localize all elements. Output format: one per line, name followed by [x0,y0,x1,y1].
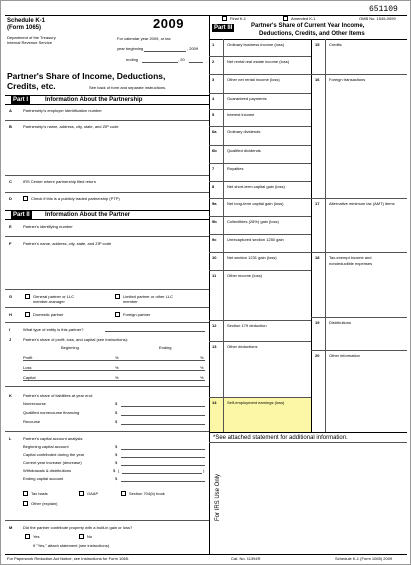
part3-line-num: 1 [212,42,215,47]
form-title: Schedule K-1 [7,18,46,24]
limited-partner-label: Limited partner or other LLC [123,294,174,299]
part3-right-label: Alternative minimum tax (AMT) items [329,201,395,206]
line-f-letter: F [9,241,12,246]
part3-line-label: Other deductions [227,344,258,349]
l-withdraw-label: Withdrawals & distributions [23,468,72,473]
ptp-checkbox[interactable] [23,196,28,201]
line-l-bottom [5,520,209,521]
line-d-letter: D [9,196,12,201]
j-profit-pct-begin: % [115,355,119,360]
entity-type-field[interactable] [105,331,205,332]
tax-basis-label: Tax basis [31,491,48,496]
part3-line-label: Net short-term capital gain (loss) [227,184,285,189]
part3-line-label: Guaranteed payments [227,96,267,101]
omb-number: OMB No. 1545-0099 [359,16,396,21]
l-current-label: Current year increase (decrease) [23,460,82,465]
part3-title-bottom [209,39,407,40]
part3-line-label: Section 179 deduction [227,323,267,328]
part3-right-num-col [325,39,326,432]
part3-line-label: Other income (loss) [227,273,262,278]
j-beginning-header: Beginning [61,345,79,350]
part3-right-rule [311,350,407,351]
other-explain-label: Other (explain) [31,501,58,506]
part3-line-num: 4 [212,96,215,101]
part3-right-num: 19 [315,320,320,325]
part2-label: Part II [13,212,30,218]
bottom-rule [5,554,407,555]
irs-label: Internal Revenue Service [7,40,52,45]
part3-right-num: 16 [315,77,320,82]
k-qualified-dollar: $ [115,410,118,415]
m-no-checkbox[interactable] [79,534,84,539]
j-ending-header: Ending [159,345,172,350]
l-contrib-field[interactable] [121,457,205,458]
j-loss-pct-end: % [200,365,204,370]
part3-line-label: Qualified dividends [227,148,261,153]
gaap-checkbox[interactable] [79,491,84,496]
part3-line-num: 9a [212,201,217,206]
m-yes-checkbox[interactable] [25,534,30,539]
line-m-label: Did the partner contribute property with a built-in gain or loss? [23,525,133,530]
part2-top-rule [5,210,209,211]
main-title-line1: Partner's Share of Income, Deductions, [7,71,166,81]
j-loss-row[interactable] [23,370,205,371]
part3-line-field[interactable] [209,320,311,321]
j-capital-pct-begin: % [115,375,119,380]
line-k-letter: K [9,393,12,398]
ending-year-field[interactable] [189,62,203,63]
year-beginning-label: year beginning [117,46,144,51]
part3-line-num: 7 [212,166,215,171]
part3-line-num: 6b [212,148,217,153]
catalog-number: Cat. No. 11394R [231,556,261,561]
line-f-label: Partner's name, address, city, state, and ZIP code [23,241,112,246]
part3-line-field[interactable] [209,181,311,182]
line-f-bottom [5,289,209,290]
part3-line-label: Ordinary dividends [227,129,261,134]
part3-right-num: 18 [315,255,320,260]
se-num-col [223,397,224,432]
line-l-label: Partner's capital account analysis: [23,436,84,441]
see-back-note: See back of form and separate instructions. [89,85,167,90]
line-e-bottom [5,236,209,237]
part3-line-field[interactable] [209,341,311,342]
part3-line-field[interactable] [209,252,311,253]
part3-line-num: 9b [212,219,217,224]
line-c-letter: C [9,179,12,184]
part3-line-num: 2 [212,59,215,64]
part3-right-label: Tax-exempt income and [329,255,372,260]
part1-top-rule [5,95,209,96]
line-j-bottom [5,386,209,387]
part3-line-label: Net rental real estate income (loss) [227,59,290,64]
part2-title: Information About the Partner [45,212,131,218]
part3-line-label: Other net rental income (loss) [227,77,280,82]
part3-line-num: 6a [212,129,217,134]
line-g-bottom [5,307,209,308]
line-j-letter: J [9,337,12,342]
part3-line-num: 3 [212,77,215,82]
j-profit-pct-end: % [200,355,204,360]
l-ending-label: Ending capital account [23,476,64,481]
part3-line-field[interactable] [209,93,311,94]
calendar-year-label: For calendar year 2009, or tax [117,36,171,41]
part3-right-label: Credits [329,42,342,47]
l-withdraw-paren-close: ) [203,468,205,473]
part3-right-rule [311,74,407,75]
part3-line-num: 8 [212,184,215,189]
line-a-letter: A [9,108,12,113]
j-profit-row[interactable] [23,360,205,361]
part3-line-field[interactable] [209,163,311,164]
domestic-partner-label: Domestic partner [33,312,64,317]
line-m-letter: M [9,525,13,530]
l-begin-field[interactable] [121,449,205,450]
l-ending-field[interactable] [121,481,205,482]
part3-line-num: 11 [212,273,217,278]
part3-line-field[interactable] [209,216,311,217]
part3-line-field[interactable] [209,397,311,398]
form-subtitle: (Form 1065) [7,25,42,31]
line-d-label: Check if this is a publicly traded partnership (PTP) [31,196,120,201]
line-j-label: Partner's share of profit, loss, and capital (see instructions): [23,337,129,342]
line-h-bottom [5,322,209,323]
part3-line-label: Net long-term capital gain (loss) [227,201,284,206]
part3-line-field[interactable] [209,270,311,271]
k-qualified-field[interactable] [121,415,205,416]
part3-right-rule [311,252,407,253]
l-current-dollar: $ [115,460,118,465]
l-begin-dollar: $ [115,444,118,449]
ending-end: , 20 [178,57,185,62]
foreign-partner-checkbox[interactable] [115,312,120,317]
part3-mid-divider [311,39,312,432]
part3-line-label: Interest income [227,112,255,117]
part3-bottom-rule [209,432,407,433]
part3-line-num: 13 [212,344,217,349]
line-b-bottom [5,175,209,176]
l-current-field[interactable] [121,465,205,466]
k-recourse-field[interactable] [121,424,205,425]
other-explain-checkbox[interactable] [23,501,28,506]
l-withdraw-dollar: $ [113,468,116,473]
line-b-label: Partnership's name, address, city, state, and ZIP code [23,124,119,129]
general-partner-checkbox[interactable] [25,294,30,299]
l-contrib-dollar: $ [115,452,118,457]
ending-label: ending [126,57,139,62]
m-no-label: No [87,534,93,539]
j-capital-pct-end: % [200,375,204,380]
part3-line-field[interactable] [209,74,311,75]
paperwork-notice: For Paperwork Reduction Act Notice, see Instructions for Form 1065. [7,556,130,561]
j-capital-row[interactable] [23,380,205,381]
form-reference: Schedule K-1 (Form 1065) 2009 [335,556,393,561]
part3-title2: Deductions, Credits, and Other Items [259,31,365,37]
l-ending-dollar: $ [115,476,118,481]
line-a-bottom [5,120,209,121]
part3-right-num: 20 [315,353,320,358]
part3-line-field[interactable] [209,109,311,110]
attached-statement: *See attached statement for additional information. [213,435,348,441]
line-k-bottom [5,431,209,432]
part1-label: Part I [13,97,29,103]
section-704b-label: Section 704(b) book [129,491,165,496]
j-capital-label: Capital [23,375,36,380]
part3-line-label: Collectibles (28%) gain (loss) [227,219,279,224]
part3-line-num: 10 [212,255,217,260]
part1-title-bottom [5,104,209,105]
reference-number: 651109 [369,5,398,14]
limited-partner-label2: member [123,299,138,304]
general-partner-label: General partner or LLC [33,294,75,299]
general-partner-label2: member-manager [33,299,65,304]
part3-line-num: 14 [212,400,217,405]
line-e-label: Partner's identifying number [23,224,73,229]
part3-line-field[interactable] [209,126,311,127]
part3-right-label: Distributions [329,320,352,325]
line-a-label: Partnership's employer identification number [23,108,102,113]
year-beginning-field[interactable] [144,51,186,52]
line-l-letter: L [9,436,12,441]
tax-basis-checkbox[interactable] [23,491,28,496]
l-withdraw-paren-open: ( [118,468,120,473]
line-c-bottom [5,192,209,193]
part3-line-field[interactable] [209,198,311,199]
ending-field[interactable] [142,62,178,63]
k-nonrecourse-field[interactable] [121,406,205,407]
part3-right-rule [311,198,407,199]
part3-right-label: Other information [329,353,360,358]
l-withdraw-field[interactable] [122,473,202,474]
j-loss-label: Loss [23,365,32,370]
final-k1-label: Final K-1 [230,16,247,21]
line-k-label: Partner's share of liabilities at year end: [23,393,93,398]
irs-use-only: For IRS Use Only [215,473,221,521]
part3-right-label: nondeductible expenses [329,261,373,266]
part3-title1: Partner's Share of Current Year Income, [251,23,365,29]
part3-right-rule [311,317,407,318]
amended-k1-label: Amended K-1 [291,16,316,21]
m-yes-label: Yes [33,534,40,539]
k-recourse-label: Recourse [23,419,41,424]
line-b-letter: B [9,124,12,129]
part3-line-num: 5 [212,112,215,117]
j-profit-label: Profit [23,355,33,360]
section-704b-checkbox[interactable] [121,491,126,496]
department: Department of the Treasury [7,35,56,40]
m-note: If "Yes," attach statement (see instructions) [33,543,110,548]
part3-line-field[interactable] [209,145,311,146]
part1-title: Information About the Partnership [45,97,143,103]
k-nonrecourse-label: Nonrecourse [23,401,46,406]
part3-line-num: 9c [212,237,217,242]
limited-partner-checkbox[interactable] [115,294,120,299]
l-begin-label: Beginning capital account [23,444,69,449]
main-title-line2: Credits, etc. [7,81,56,91]
part3-line-label: Self-employment earnings (loss) [227,400,285,405]
part3-right-label: Foreign transactions [329,77,366,82]
part3-line-num: 12 [212,323,217,328]
k-recourse-dollar: $ [115,419,118,424]
part3-line-label: Net section 1231 gain (loss) [227,255,277,260]
part3-right-num: 15 [315,42,320,47]
top-rule [5,15,407,16]
center-divider [209,15,210,554]
line-i-letter: I [9,327,11,332]
line-i-label: What type of entity is this partner? [23,327,84,332]
part3-line-label: Ordinary business income (loss) [227,42,285,47]
j-loss-pct-begin: % [115,365,119,370]
part2-title-bottom [5,219,209,220]
part3-right-num: 17 [315,201,320,206]
year-beginning-end: , 2009 [187,46,199,51]
line-g-letter: G [9,294,13,299]
line-e-letter: E [9,224,12,229]
gaap-label: GAAP [87,491,99,496]
part3-label: Part III [214,25,233,31]
part3-line-field[interactable] [209,234,311,235]
line-c-label: IRS Center where partnership filed return [23,179,96,184]
foreign-partner-label: Foreign partner [123,312,151,317]
amended-k1-checkbox[interactable] [283,16,288,21]
line-h-letter: H [9,312,12,317]
part3-line-field[interactable] [209,56,311,57]
k-qualified-label: Qualified nonrecourse financing [23,410,80,415]
final-k1-checkbox[interactable] [222,16,227,21]
domestic-partner-checkbox[interactable] [25,312,30,317]
tax-year: 2009 [153,16,184,31]
attached-rule [209,442,407,443]
k-nonrecourse-dollar: $ [115,401,118,406]
part3-line-label: Royalties [227,166,244,171]
part3-line-label: Unrecaptured section 1250 gain [227,237,284,242]
part3-left-num-col [223,39,224,432]
l-contrib-label: Capital contributed during the year [23,452,85,457]
